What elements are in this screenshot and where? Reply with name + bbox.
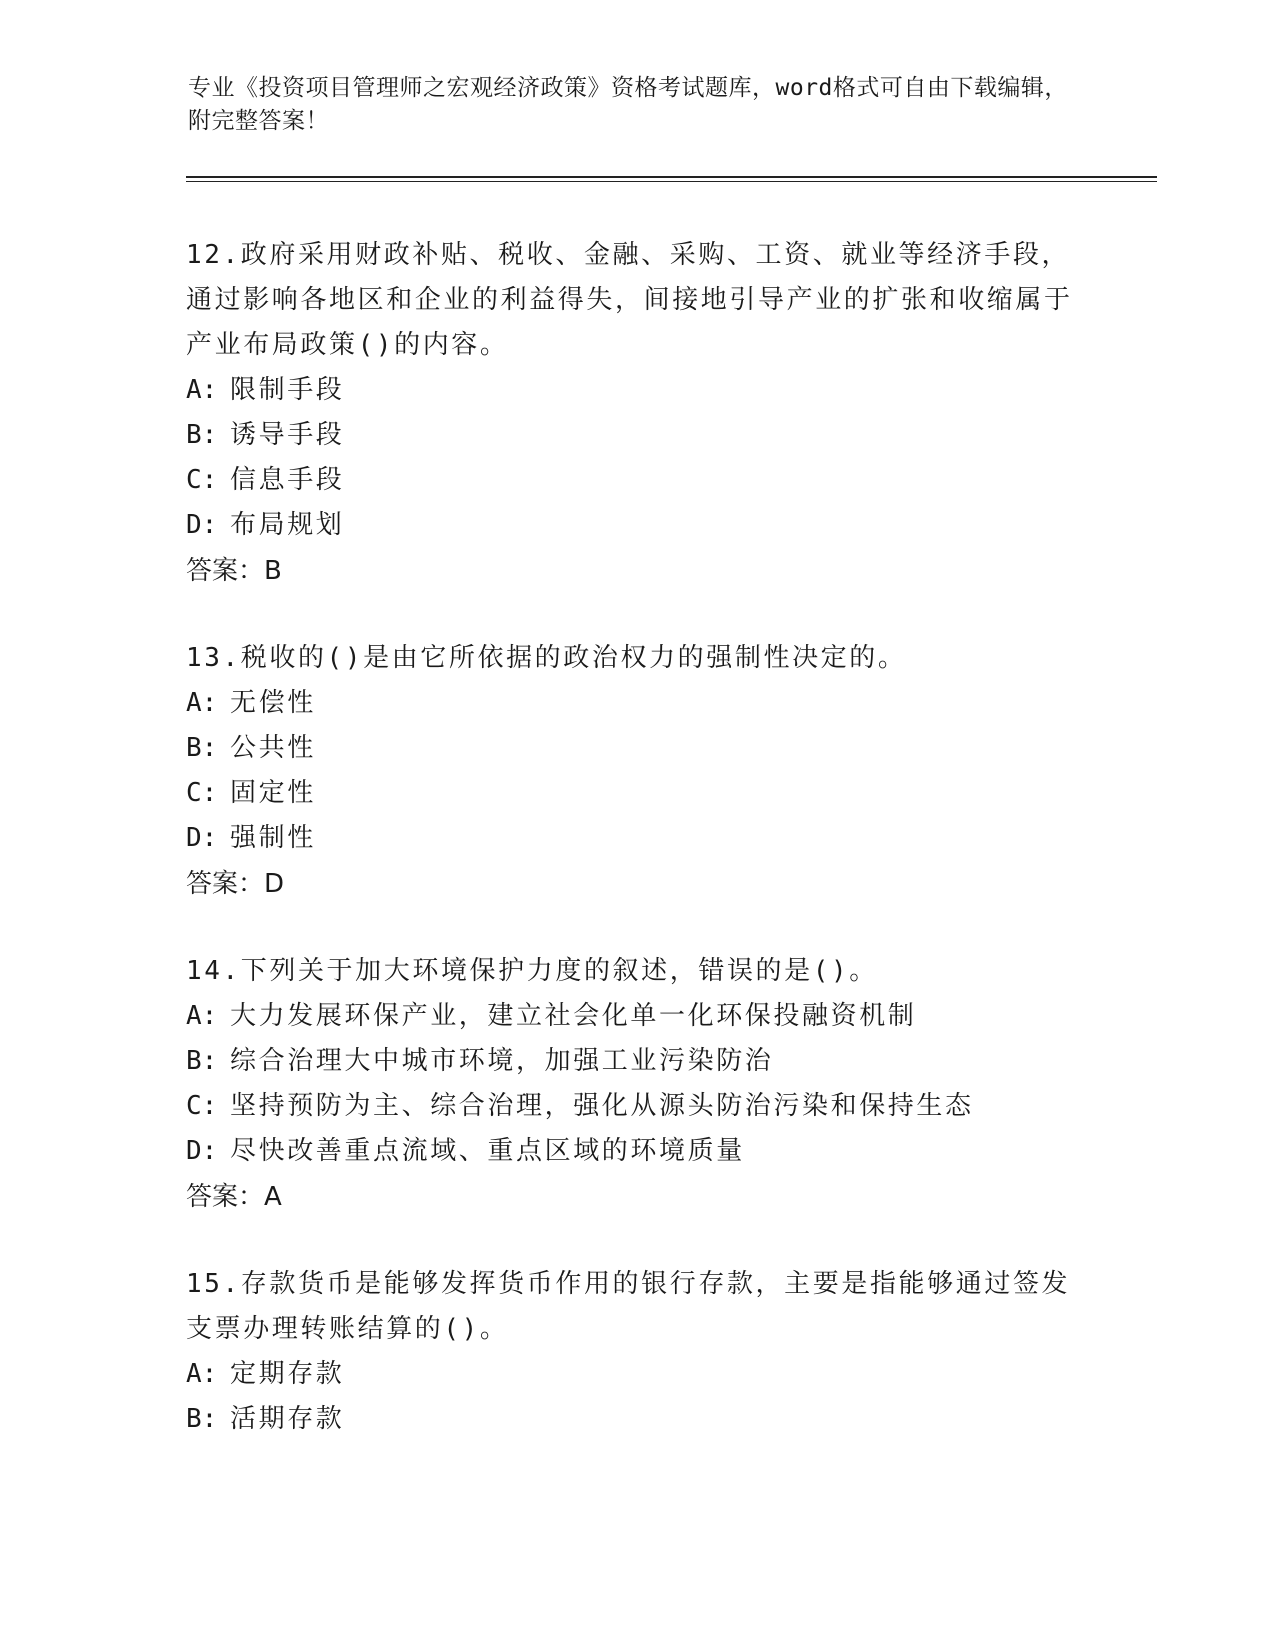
option-text: 布局规划 [230,510,345,540]
option-d [186,1129,1086,1174]
option-text: 诱导手段 [230,420,345,450]
option-d [186,503,1086,548]
option-letter: D: [186,1136,218,1166]
option-letter: B: [186,733,218,763]
answer: 答案：D [186,869,285,899]
option-text: 无偿性 [230,688,316,718]
option-letter: A: [186,375,218,405]
option-letter: B: [186,1404,218,1434]
option-text: 尽快改善重点流域、重点区域的环境质量 [230,1136,745,1166]
option-letter: A: [186,1359,218,1389]
option-b [186,413,1086,458]
option-letter: B: [186,420,218,450]
question-13 [186,636,1086,907]
option-text: 强制性 [230,823,316,853]
option-a [186,368,1086,413]
question-list [186,233,1086,1484]
option-b [186,726,1086,771]
option-text: 限制手段 [230,375,345,405]
option-b [186,1039,1086,1084]
question-stem: 12.政府采用财政补贴、税收、金融、采购、工资、就业等经济手段，通过影响各地区和企业的利益得失，间接地引导产业的扩张和收缩属于产业布局政策()的内容。 [186,240,1073,360]
option-letter: C: [186,465,218,495]
option-a [186,1352,1086,1397]
option-c [186,458,1086,503]
option-letter: D: [186,823,218,853]
option-letter: D: [186,510,218,540]
option-letter: A: [186,1001,218,1031]
answer: 答案：A [186,1182,282,1212]
option-letter: C: [186,778,218,808]
question-15 [186,1262,1086,1442]
option-text: 活期存款 [230,1404,345,1434]
document-header: 专业《投资项目管理师之宏观经济政策》资格考试题库，word格式可自由下载编辑，附完整答案！ [188,75,1068,134]
question-stem: 13.税收的()是由它所依据的政治权力的强制性决定的。 [186,643,907,673]
question-stem: 14.下列关于加大环境保护力度的叙述，错误的是()。 [186,956,878,986]
answer: 答案：B [186,556,282,586]
option-text: 信息手段 [230,465,345,495]
option-c [186,771,1086,816]
question-14 [186,949,1086,1220]
header-divider [186,176,1157,182]
option-text: 公共性 [230,733,316,763]
option-c [186,1084,1086,1129]
option-text: 固定性 [230,778,316,808]
option-letter: C: [186,1091,218,1121]
question-stem: 15.存款货币是能够发挥货币作用的银行存款，主要是指能够通过签发支票办理转账结算的()。 [186,1269,1071,1344]
option-a [186,681,1086,726]
option-b [186,1397,1086,1442]
question-12 [186,233,1086,594]
option-letter: B: [186,1046,218,1076]
option-text: 综合治理大中城市环境，加强工业污染防治 [230,1046,774,1076]
option-letter: A: [186,688,218,718]
option-text: 坚持预防为主、综合治理，强化从源头防治污染和保持生态 [230,1091,974,1121]
option-text: 大力发展环保产业，建立社会化单一化环保投融资机制 [230,1001,917,1031]
option-d [186,816,1086,861]
option-text: 定期存款 [230,1359,345,1389]
option-a [186,994,1086,1039]
